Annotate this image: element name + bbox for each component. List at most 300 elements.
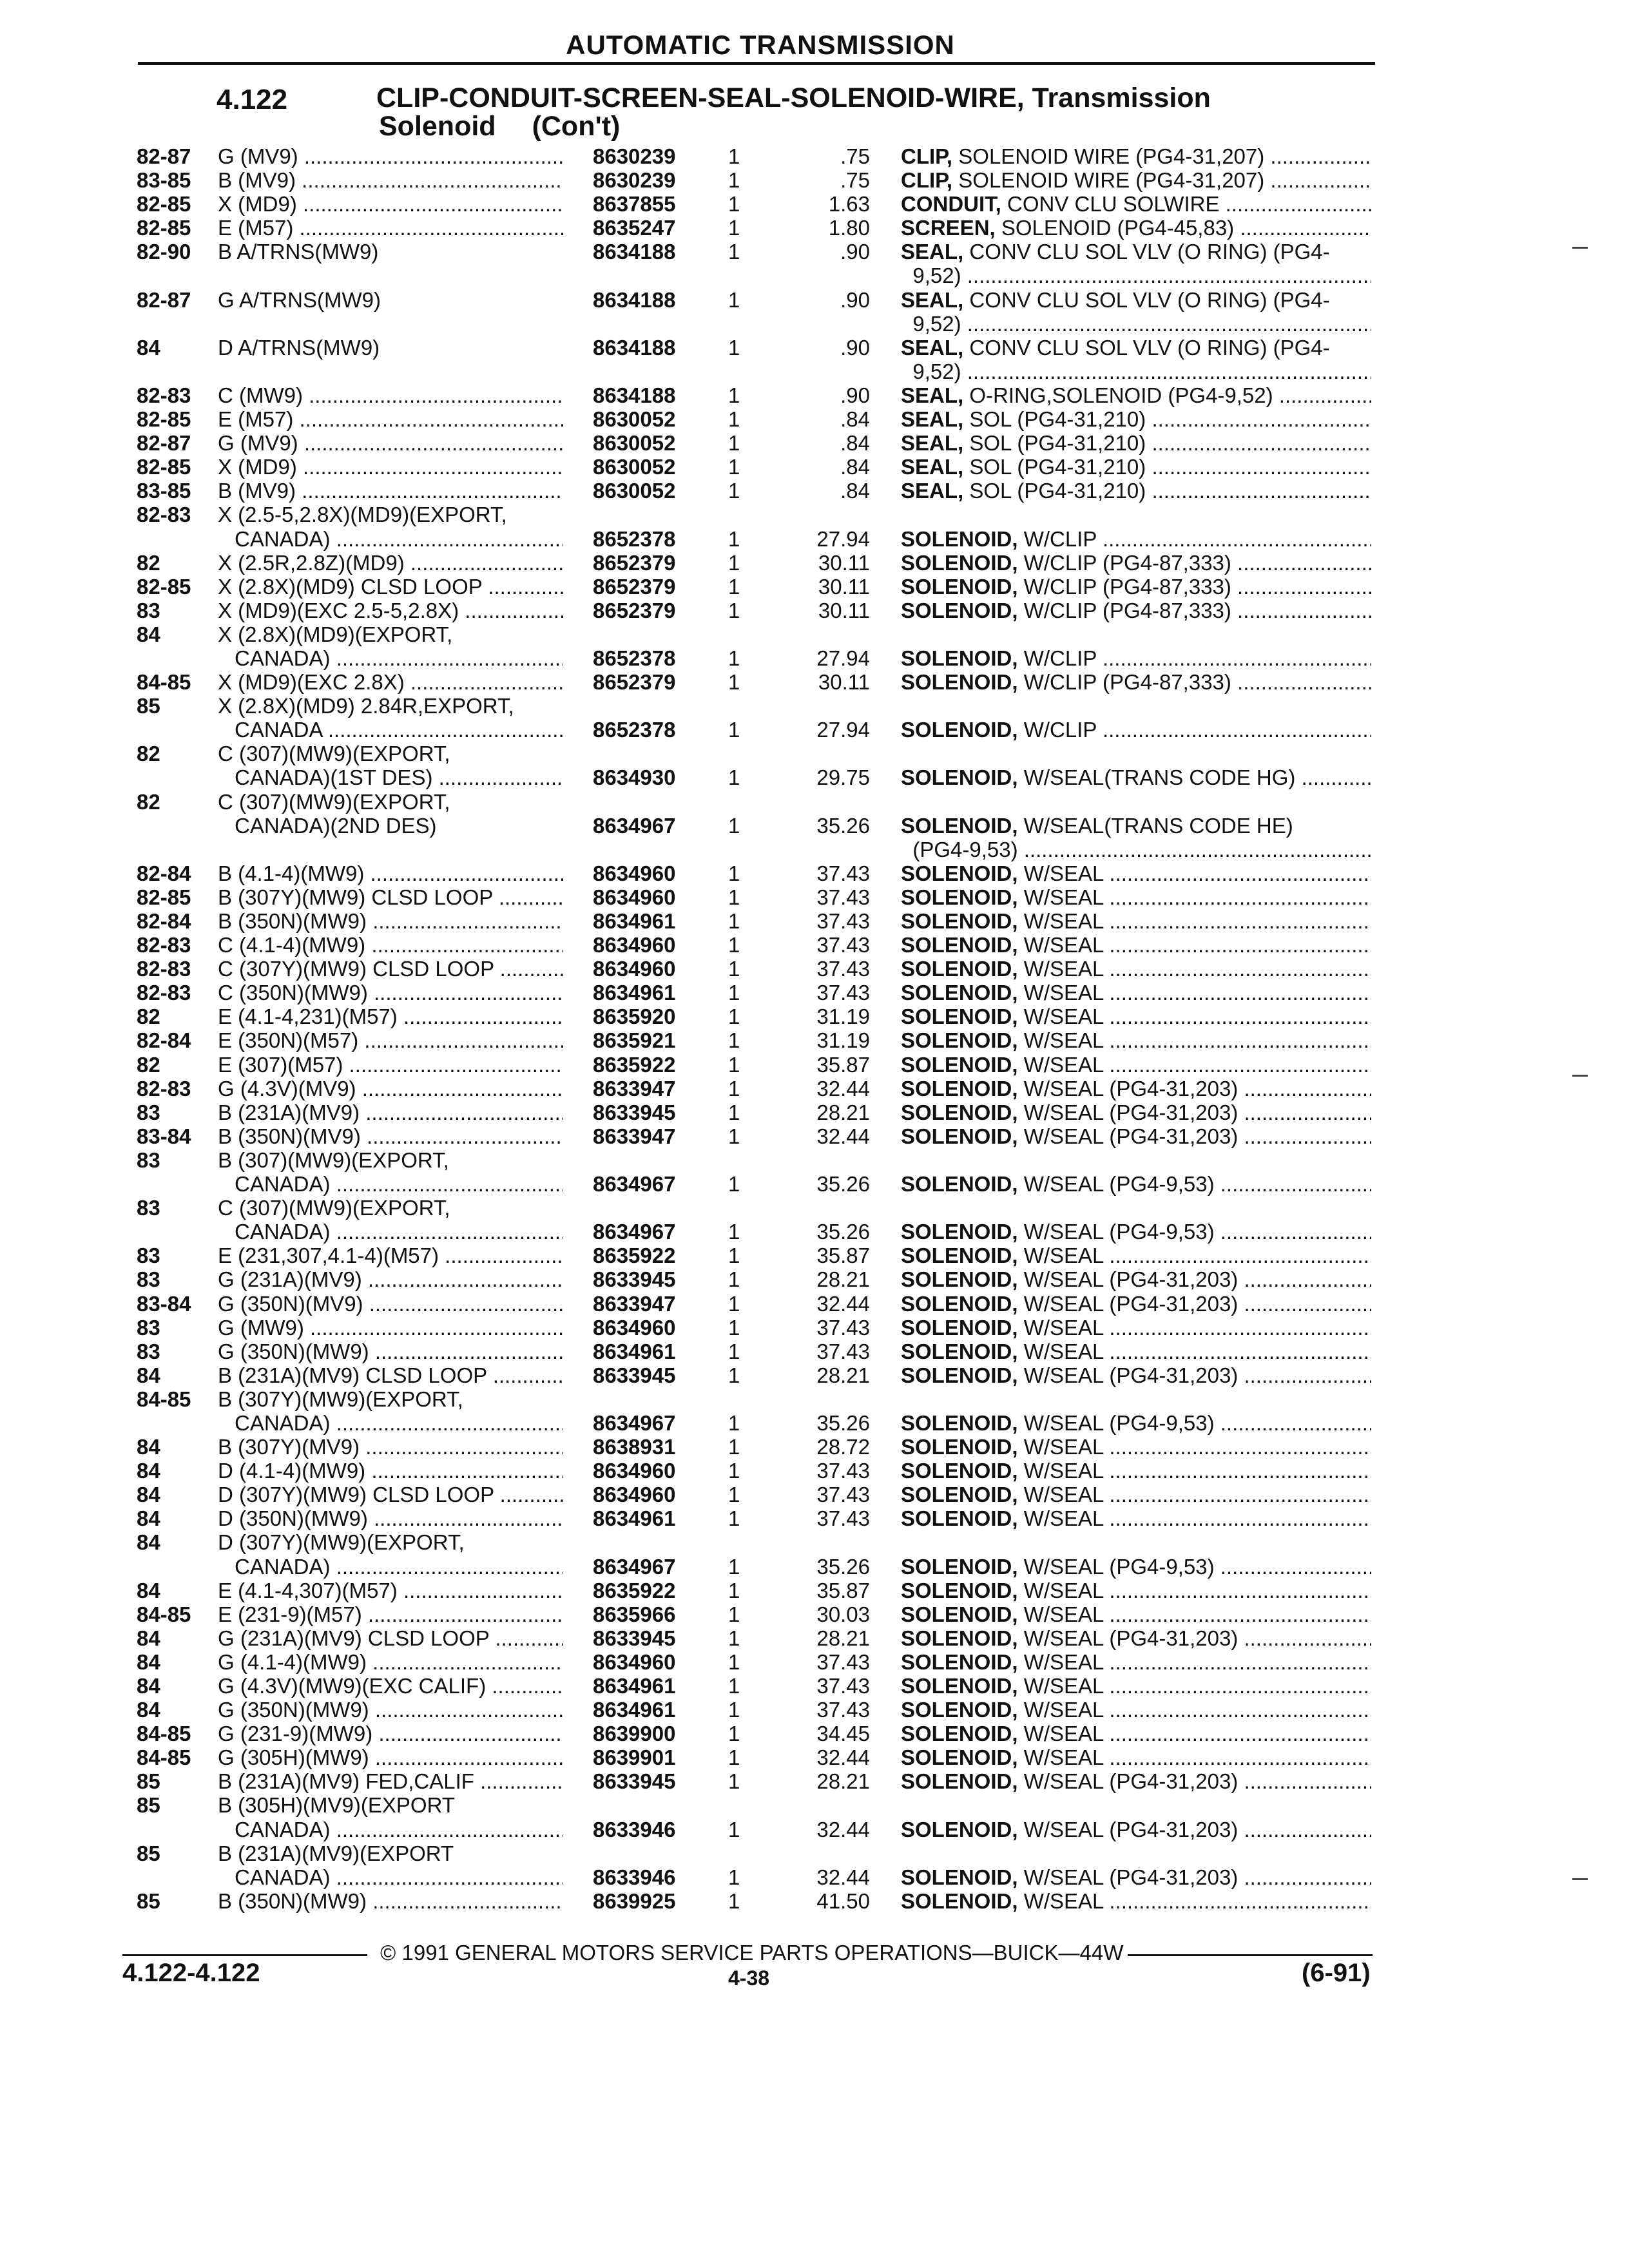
- model-years: 83: [137, 1100, 160, 1124]
- application-description: CANADA) .....: [235, 527, 563, 551]
- price: .84: [840, 407, 870, 432]
- model-years: 82-85: [137, 407, 191, 432]
- price: 30.11: [818, 598, 870, 622]
- model-years: 84: [137, 1530, 160, 1555]
- part-name: [901, 1865, 1371, 1889]
- part-name-detail: W/SEAL: [1023, 1028, 1104, 1053]
- part-number: 8633946: [593, 1817, 676, 1841]
- part-name-bold: SOLENOID,: [901, 1626, 1018, 1650]
- quantity: 1: [728, 1483, 740, 1507]
- model-years: 84: [137, 1674, 160, 1698]
- part-name-detail: W/SEAL: [1023, 1506, 1104, 1531]
- part-name: [901, 407, 1371, 431]
- table-row: [0, 1818, 1629, 1841]
- part-name-detail: W/SEAL: [1023, 981, 1104, 1005]
- price: 35.26: [816, 1220, 870, 1244]
- part-name-bold: SOLENOID,: [901, 1172, 1018, 1196]
- model-years: 82-83: [137, 981, 191, 1005]
- application-description: X (MD9) .....: [218, 192, 563, 216]
- part-number: 8635922: [593, 1244, 676, 1268]
- price: 30.03: [816, 1602, 870, 1626]
- price: 28.21: [816, 1626, 870, 1650]
- table-row: [0, 1650, 1629, 1674]
- table-row: [0, 957, 1629, 981]
- quantity: 1: [728, 1698, 740, 1722]
- application-description: D (350N)(MW9) .....: [218, 1506, 563, 1530]
- part-name: [901, 527, 1371, 551]
- table-row: [0, 1889, 1629, 1913]
- part-name-detail: SOLENOID WIRE (PG4-31,207): [958, 144, 1265, 168]
- part-name-detail: W/SEAL: [1023, 1459, 1104, 1483]
- quantity: 1: [728, 1769, 740, 1794]
- part-name: [901, 838, 1371, 861]
- part-name-detail: SOLENOID (PG4-45,83): [1001, 216, 1235, 240]
- part-name-bold: SOLENOID,: [901, 1674, 1018, 1698]
- part-name-bold: CLIP,: [901, 144, 953, 168]
- table-row: [0, 1053, 1629, 1077]
- quantity: 1: [728, 144, 740, 168]
- part-name-detail: W/SEAL: [1023, 933, 1104, 957]
- part-name: [901, 1674, 1371, 1698]
- part-number: 8630052: [593, 407, 676, 432]
- part-name: [901, 1077, 1371, 1100]
- quantity: 1: [728, 1315, 740, 1340]
- part-name-bold: SOLENOID,: [901, 526, 1018, 551]
- table-row: [0, 1769, 1629, 1793]
- price: 35.26: [816, 1554, 870, 1579]
- part-name-detail: SOL (PG4-31,210): [969, 479, 1146, 503]
- part-name: [901, 1124, 1371, 1148]
- part-number: 8634967: [593, 1220, 676, 1244]
- model-years: 82-85: [137, 885, 191, 909]
- part-number: 8638931: [593, 1435, 676, 1459]
- model-years: 83-85: [137, 479, 191, 503]
- price: 32.44: [816, 1865, 870, 1889]
- footer-section-range: 4.122-4.122: [122, 1959, 260, 1987]
- application-description: B (4.1-4)(MW9) .....: [218, 861, 563, 885]
- quantity: 1: [728, 526, 740, 551]
- price: .84: [840, 431, 870, 456]
- application-description: X (2.5R,2.8Z)(MD9) .....: [218, 551, 563, 575]
- price: 35.87: [816, 1578, 870, 1602]
- section-number: 4.122: [217, 84, 288, 115]
- application-description: E (231,307,4.1-4)(M57) .....: [218, 1244, 563, 1267]
- application-description: B (231A)(MV9)(EXPORT: [218, 1841, 454, 1865]
- section-title: [376, 84, 1211, 140]
- part-name: [901, 1220, 1371, 1244]
- application-description: B (350N)(MW9) .....: [218, 909, 563, 933]
- table-row: [0, 216, 1629, 240]
- part-name-bold: SEAL,: [901, 455, 964, 479]
- table-row: [0, 1220, 1629, 1244]
- quantity: 1: [728, 765, 740, 790]
- part-name-detail: W/SEAL: [1023, 1745, 1104, 1770]
- quantity: 1: [728, 933, 740, 957]
- part-name-bold: SOLENOID,: [901, 1459, 1018, 1483]
- application-description: D (307Y)(MW9)(EXPORT,: [218, 1530, 465, 1555]
- model-years: 82-85: [137, 216, 191, 240]
- part-name-bold: SOLENOID,: [901, 1100, 1018, 1124]
- part-name-bold: CONDUIT,: [901, 192, 1001, 216]
- part-name-detail: W/SEAL: [1023, 1052, 1104, 1077]
- part-name: [901, 1626, 1371, 1650]
- part-name-detail: W/CLIP (PG4-87,333): [1023, 670, 1231, 695]
- table-row: [0, 1745, 1629, 1769]
- part-name: [901, 1650, 1371, 1674]
- part-number: 8630052: [593, 479, 676, 503]
- part-name: [901, 1818, 1371, 1841]
- part-name-detail: W/SEAL: [1023, 1483, 1104, 1507]
- part-name-bold: SOLENOID,: [901, 1506, 1018, 1531]
- part-name-detail: W/SEAL (PG4-31,203): [1023, 1100, 1239, 1124]
- part-name-bold: SOLENOID,: [901, 1578, 1018, 1602]
- application-description: E (231-9)(M57) .....: [218, 1602, 563, 1626]
- table-row: [0, 1363, 1629, 1387]
- part-name-detail: W/CLIP (PG4-87,333): [1023, 550, 1231, 575]
- part-name-bold: SOLENOID,: [901, 598, 1018, 622]
- part-name: [901, 1172, 1371, 1196]
- model-years: 82: [137, 550, 160, 575]
- part-name-detail: W/CLIP: [1023, 526, 1097, 551]
- price: 37.43: [816, 1483, 870, 1507]
- application-description: D (307Y)(MW9) CLSD LOOP .....: [218, 1483, 563, 1506]
- part-name-detail: W/SEAL: [1023, 1004, 1104, 1029]
- quantity: 1: [728, 670, 740, 695]
- table-row: [0, 1698, 1629, 1722]
- part-name: [901, 336, 1371, 360]
- table-row: [0, 981, 1629, 1004]
- price: 35.87: [816, 1052, 870, 1077]
- part-name: [901, 383, 1371, 407]
- part-name-bold: SOLENOID,: [901, 1483, 1018, 1507]
- part-name: [901, 431, 1371, 455]
- part-name-detail: W/SEAL: [1023, 1244, 1104, 1268]
- quantity: 1: [728, 1339, 740, 1363]
- quantity: 1: [728, 1722, 740, 1746]
- quantity: 1: [728, 192, 740, 216]
- part-name-detail: W/SEAL (PG4-31,203): [1023, 1267, 1239, 1292]
- model-years: 84: [137, 335, 160, 360]
- application-description: E (4.1-4,307)(M57) .....: [218, 1579, 563, 1602]
- part-number: 8633947: [593, 1291, 676, 1316]
- table-row: [0, 1148, 1629, 1172]
- table-row: [0, 1435, 1629, 1459]
- table-row: [0, 1459, 1629, 1483]
- part-name-detail: W/SEAL (PG4-9,53): [1023, 1172, 1215, 1196]
- part-name-bold: SEAL,: [901, 407, 964, 432]
- table-row: [0, 1172, 1629, 1196]
- part-name-bold: SOLENOID,: [901, 1769, 1018, 1794]
- price: 27.94: [816, 718, 870, 742]
- part-name: [901, 765, 1371, 789]
- quantity: 1: [728, 1004, 740, 1029]
- application-description: D (4.1-4)(MW9) .....: [218, 1459, 563, 1483]
- part-name: [901, 1053, 1371, 1077]
- application-description: B A/TRNS(MW9): [218, 240, 379, 264]
- quantity: 1: [728, 598, 740, 622]
- part-name-bold: SOLENOID,: [901, 1410, 1018, 1435]
- model-years: 82: [137, 1052, 160, 1077]
- price: 35.26: [816, 813, 870, 838]
- price: 27.94: [816, 646, 870, 670]
- model-years: 84: [137, 622, 160, 646]
- quantity: 1: [728, 168, 740, 193]
- part-name-bold: SCREEN,: [901, 216, 996, 240]
- price: 27.94: [816, 526, 870, 551]
- part-number: 8634960: [593, 933, 676, 957]
- quantity: 1: [728, 957, 740, 981]
- quantity: 1: [728, 1626, 740, 1650]
- part-name-detail: W/SEAL: [1023, 1674, 1104, 1698]
- part-name-bold: SOLENOID,: [901, 1267, 1018, 1292]
- model-years: 82-84: [137, 909, 191, 933]
- part-number: 8652378: [593, 718, 676, 742]
- application-description: X (2.5-5,2.8X)(MD9)(EXPORT,: [218, 503, 507, 527]
- part-name-detail: W/SEAL: [1023, 957, 1104, 981]
- price: 30.11: [818, 550, 870, 575]
- price: 37.43: [816, 1674, 870, 1698]
- price: 29.75: [816, 765, 870, 790]
- table-row: [0, 551, 1629, 575]
- application-description: E (M57) .....: [218, 216, 563, 240]
- table-row: [0, 861, 1629, 885]
- application-description: B (231A)(MV9) CLSD LOOP .....: [218, 1363, 563, 1387]
- quantity: 1: [728, 885, 740, 909]
- price: 32.44: [816, 1076, 870, 1100]
- part-name-detail: SOL (PG4-31,210): [969, 407, 1146, 432]
- part-name: [901, 240, 1371, 264]
- application-description: G (231-9)(MW9) .....: [218, 1722, 563, 1745]
- part-name-bold: SOLENOID,: [901, 1554, 1018, 1579]
- model-years: 84: [137, 1578, 160, 1602]
- part-name-bold: SOLENOID,: [901, 1435, 1018, 1459]
- quantity: 1: [728, 407, 740, 432]
- quantity: 1: [728, 1291, 740, 1316]
- part-name-bold: SOLENOID,: [901, 957, 1018, 981]
- model-years: 82-90: [137, 240, 191, 264]
- model-years: 84-85: [137, 1745, 191, 1770]
- price: 28.21: [816, 1769, 870, 1794]
- part-name-detail: CONV CLU SOL VLV (O RING) (PG4-: [969, 287, 1330, 312]
- part-name: [901, 1340, 1371, 1363]
- price: .75: [840, 168, 870, 193]
- application-description: G (4.3V)(MW9)(EXC CALIF) .....: [218, 1674, 563, 1698]
- quantity: 1: [728, 1172, 740, 1196]
- part-name: [901, 1579, 1371, 1602]
- model-years: 85: [137, 1793, 160, 1818]
- application-description: G (231A)(MV9) CLSD LOOP .....: [218, 1626, 563, 1650]
- price: 1.80: [828, 216, 870, 240]
- quantity: 1: [728, 1602, 740, 1626]
- part-name: [901, 1769, 1371, 1793]
- price: 37.43: [816, 1315, 870, 1340]
- part-name-detail: W/SEAL (PG4-31,203): [1023, 1291, 1239, 1316]
- application-description: C (4.1-4)(MW9) .....: [218, 933, 563, 957]
- part-name: [901, 646, 1371, 670]
- part-name: [901, 885, 1371, 909]
- part-name-detail: W/CLIP: [1023, 718, 1097, 742]
- table-row: [0, 1555, 1629, 1579]
- application-description: CANADA)(2ND DES): [235, 813, 437, 838]
- part-number: 8634960: [593, 861, 676, 885]
- part-name-detail: CONV CLU SOL VLV (O RING) (PG4-: [969, 240, 1330, 264]
- part-number: 8634188: [593, 240, 676, 264]
- table-row: [0, 885, 1629, 909]
- part-name-detail: W/CLIP (PG4-87,333): [1023, 598, 1231, 622]
- model-years: 83-84: [137, 1291, 191, 1316]
- model-years: 83: [137, 1315, 160, 1340]
- part-number: 8634188: [593, 335, 676, 360]
- part-name-detail: W/SEAL (PG4-31,203): [1023, 1363, 1239, 1387]
- price: 34.45: [816, 1722, 870, 1746]
- table-row: [0, 1196, 1629, 1220]
- table-row: [0, 1865, 1629, 1889]
- quantity: 1: [728, 1052, 740, 1077]
- quantity: 1: [728, 981, 740, 1005]
- model-years: 84: [137, 1483, 160, 1507]
- part-name-bold: SOLENOID,: [901, 1865, 1018, 1889]
- model-years: 84: [137, 1698, 160, 1722]
- application-description: D A/TRNS(MW9): [218, 335, 380, 360]
- table-row: [0, 765, 1629, 789]
- part-name: [901, 814, 1371, 838]
- part-number: 8633947: [593, 1124, 676, 1148]
- price: 31.19: [816, 1028, 870, 1053]
- part-name-detail: W/SEAL: [1023, 1649, 1104, 1674]
- part-number: 8652379: [593, 598, 676, 622]
- application-description: B (MV9) .....: [218, 168, 563, 192]
- application-description: C (307)(MW9)(EXPORT,: [218, 789, 450, 814]
- part-name-detail: W/SEAL: [1023, 1435, 1104, 1459]
- quantity: 1: [728, 479, 740, 503]
- application-description: CANADA) .....: [235, 1818, 563, 1841]
- part-number: 8652379: [593, 550, 676, 575]
- model-years: 84: [137, 1459, 160, 1483]
- part-name: [901, 1267, 1371, 1291]
- part-number: 8635966: [593, 1602, 676, 1626]
- part-name-detail: 9,52): [912, 264, 961, 288]
- part-name-detail: W/SEAL (PG4-9,53): [1023, 1554, 1215, 1579]
- price: 28.21: [816, 1100, 870, 1124]
- part-name-bold: SEAL,: [901, 335, 964, 360]
- section-subtitle: Solenoid: [379, 111, 496, 142]
- part-name: [901, 1363, 1371, 1387]
- part-number: 8635921: [593, 1028, 676, 1053]
- footer-rule-right: [1128, 1954, 1373, 1956]
- part-number: 8634961: [593, 1506, 676, 1531]
- part-name: [901, 551, 1371, 575]
- application-description: G (4.1-4)(MW9) .....: [218, 1650, 563, 1674]
- model-years: 82-83: [137, 933, 191, 957]
- part-name: [901, 1292, 1371, 1316]
- part-name: [901, 1100, 1371, 1124]
- part-name: [901, 957, 1371, 981]
- price: .75: [840, 144, 870, 168]
- table-row: [0, 527, 1629, 551]
- quantity: 1: [728, 335, 740, 360]
- part-name-detail: O-RING,SOLENOID (PG4-9,52): [969, 383, 1273, 407]
- part-name: [901, 1004, 1371, 1028]
- quantity: 1: [728, 216, 740, 240]
- model-years: 82: [137, 1004, 160, 1029]
- part-name-detail: W/SEAL(TRANS CODE HE): [1023, 813, 1293, 838]
- part-number: 8630239: [593, 144, 676, 168]
- model-years: 83-84: [137, 1124, 191, 1148]
- table-row: [0, 1004, 1629, 1028]
- model-years: 84: [137, 1626, 160, 1650]
- model-years: 83: [137, 1267, 160, 1292]
- part-name-detail: W/SEAL: [1023, 1722, 1104, 1746]
- application-description: E (307)(M57) .....: [218, 1053, 563, 1077]
- table-row: [0, 1602, 1629, 1626]
- part-name-detail: (PG4-9,53): [912, 837, 1018, 861]
- part-name-detail: W/SEAL (PG4-9,53): [1023, 1220, 1215, 1244]
- part-name: [901, 360, 1371, 383]
- part-name: [901, 455, 1371, 479]
- part-number: 8634960: [593, 1483, 676, 1507]
- part-name-bold: SOLENOID,: [901, 1698, 1018, 1722]
- price: .90: [840, 240, 870, 264]
- part-number: 8634967: [593, 1172, 676, 1196]
- part-number: 8639901: [593, 1745, 676, 1770]
- model-years: 82-83: [137, 957, 191, 981]
- part-number: 8639900: [593, 1722, 676, 1746]
- table-row: [0, 599, 1629, 622]
- part-name-bold: SOLENOID,: [901, 1363, 1018, 1387]
- model-years: 84: [137, 1506, 160, 1531]
- part-name-bold: SOLENOID,: [901, 1291, 1018, 1316]
- section-title-text: CLIP-CONDUIT-SCREEN-SEAL-SOLENOID-WIRE, Transmission: [376, 82, 1211, 113]
- price: .84: [840, 455, 870, 479]
- table-row: [0, 622, 1629, 646]
- part-name-detail: W/SEAL: [1023, 1698, 1104, 1722]
- table-row: [0, 1244, 1629, 1267]
- section-continued: (Con't): [532, 111, 621, 142]
- application-description: C (MW9) .....: [218, 383, 563, 407]
- application-description: B (307)(MW9)(EXPORT,: [218, 1148, 449, 1172]
- quantity: 1: [728, 909, 740, 933]
- part-number: 8634967: [593, 1554, 676, 1579]
- table-row: [0, 1387, 1629, 1411]
- quantity: 1: [728, 1028, 740, 1053]
- parts-list: [0, 144, 1629, 1913]
- application-description: CANADA .....: [235, 718, 563, 742]
- model-years: 82-83: [137, 1076, 191, 1100]
- table-row: [0, 933, 1629, 957]
- quantity: 1: [728, 1100, 740, 1124]
- model-years: 82-83: [137, 383, 191, 407]
- part-name: [901, 1028, 1371, 1052]
- model-years: 83: [137, 1244, 160, 1268]
- part-name-bold: SEAL,: [901, 479, 964, 503]
- part-number: 8652379: [593, 574, 676, 599]
- table-row: [0, 1841, 1629, 1865]
- part-name-bold: SOLENOID,: [901, 1339, 1018, 1363]
- quantity: 1: [728, 1506, 740, 1531]
- quantity: 1: [728, 1888, 740, 1913]
- part-number: 8635922: [593, 1578, 676, 1602]
- application-description: G (4.3V)(MV9) .....: [218, 1077, 563, 1100]
- application-description: B (307Y)(MV9) .....: [218, 1435, 563, 1459]
- table-row: [0, 718, 1629, 742]
- page-header-title: AUTOMATIC TRANSMISSION: [566, 30, 955, 60]
- quantity: 1: [728, 1674, 740, 1698]
- application-description: B (231A)(MV9) .....: [218, 1100, 563, 1124]
- application-description: B (307Y)(MW9)(EXPORT,: [218, 1387, 463, 1411]
- part-name: [901, 1316, 1371, 1340]
- application-description: CANADA) .....: [235, 1220, 563, 1244]
- application-description: B (350N)(MW9) .....: [218, 1889, 563, 1913]
